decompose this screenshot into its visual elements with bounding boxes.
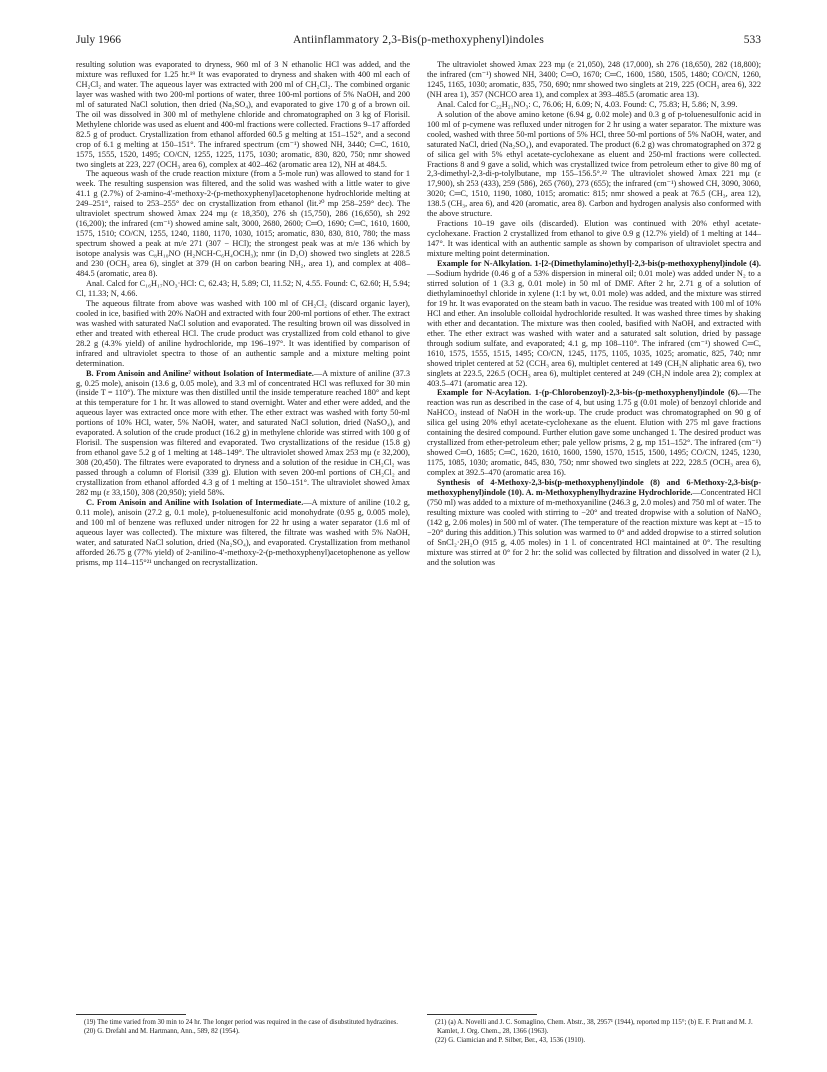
section-paragraph (76, 498, 410, 568)
paragraph: The ultraviolet showed λmax 223 mμ (ε 21,050), 248 (17,000), sh 276 (18,650), 282 (18,800); the infrared (cm⁻¹) showed NH, 3400; C═O, 1670; C═C, 1600, 1580, 1505, 1480; CO/CN, 1260, 1245, 1165, 1030; aromatic, 835, 750, 690; nmr showed two singlets at 219, 225 (OCH₃ area 6), 322 (NH area 1), 357 (NCHCO area 1), and complex at 393–485.5 (aromatic area 13). (427, 60, 761, 99)
paragraph: Fractions 10–19 gave oils (discarded). Elution was continued with 20% ethyl acetate-cyclohexane. Fraction 2 crystallized from ethanol to give 0.9 g (12.7% yield) of 1 melting at 144–147°. It was identical with an authentic sample as shown by comparison of ultraviolet spectra and mixture melting point determination. (427, 219, 761, 259)
paragraph: Anal. Calcd for C₂₂H₂₁NO₃: C, 76.06; H, 6.09; N, 4.03. Found: C, 75.83; H, 5.86; N, 3.99. (437, 99, 738, 109)
footnote-rule (76, 1014, 186, 1015)
paragraph: A solution of the above amino ketone (6.94 g, 0.02 mole) and 0.3 g of p-toluenesulfonic acid in 100 ml of p-cymene was refluxed under nitrogen for 2 hr using a water separator. The mixture was cooled, washed with three 50-ml portions of 5% HCl, three 50-ml portions of 5% NaOH, water, and saturated NaCl, dried (Na₂SO₄), and evaporated. The product (6.2 g) was chromatographed on 372 g of silica gel with 5% ethyl acetate-cyclohexane as eluent and 250-ml fractions were collected. Fractions 8 and 9 gave a solid, which was crystallized twice from petroleum ether to give 80 mg of 2,3-dimethyl-2,3-di-p-tolylbutane, mp 155–156.5°.²² The ultraviolet showed λmax 221 mμ (ε 17,900), sh 253 (433), 259 (586), 265 (760), 273 (655); the infrared (cm⁻¹) showed CH, 3090, 3060, 3020; C═C, 1510, 1190, 1080, 1015; aromatic: 815; nmr showed a peak at 76.5 (CH₃, area 12), 138.5 (CH₃, area 6), and 420 (aromatic, area 8). Carbon and hydrogen analysis also conformed with the above structure. (427, 109, 761, 219)
section-body: —Sodium hydride (0.46 g of a 53% dispersion in mineral oil; 0.01 mole) was added under N₂ to a stirred solution of 1 (3.3 g, 0.01 mole) in 50 ml of DMF. After 2 hr, 2.71 g of a solution of diethylaminoethyl chloride in xylene (1:1 by wt, 0.01 mole) was added, and the mixture was stirred for 19 hr. It was evaporated on the steam bath in vacuo. The residue was treated with 100 ml of 10% HCl and ether. An insoluble colloidal hydrochloride resulted. It was washed three times by shaking with ether and decantation. The mixture was then cooled, basified with NaOH, and extracted with ether. The ether extract was washed with water and a saturated salt solution, dried by passage through sodium sulfate, and evaporated; 4.1 g, mp 108–110°. The infrared (cm⁻¹) showed C═C, 1610, 1575, 1555, 1515, 1495; CO/CN, 1245, 1175, 1105, 1035, 1025; aromatic, 825, 740; nmr showed triplet centered at 52 (CCH₃ area 6), multiplet centered at 149 (CH₂N aliphatic area 6), two singlets at 223.5, 226.5 (OCH₃ area 6), multiplet centered at 249 (CH₂N indole area 2); complex at 403.5–471 (aromatic area 12). (427, 269, 761, 388)
section-body: —A mixture of aniline (37.3 g, 0.25 mole), anisoin (13.6 g, 0.05 mole), and 3.3 ml of concentrated HCl was refluxed for 30 min (inside T = 110°). The mixture was then distilled until the inside temperature reached 180° and kept at this temperature for 1 hr. It was allowed to stand overnight. Water and ether were added, and the aqueous layer was extracted once more with ether. The ether extract was washed with forty 50-ml portions of 10% HCl, water, 5% NaOH, water, and saturated NaCl solution, dried (NaSO₄), and evaporated. A solution of the crude product (16.2 g) in methylene chloride was stirred with 100 g of Florisil. The suspension was filtered and evaporated. Two crystallizations of the residue (15.8 g) from ethanol gave 5.2 g of 1 melting at 148–149°. The ultraviolet showed λmax 253 mμ (ε 32,200), 308 (20,450). The filtrates were evaporated to dryness and a solution of the residue in CH₂Cl₂ was passed through a column of Florisil (339 g). Elution with seven 200-ml portions of CH₂Cl₂ and crystallization from ethanol afforded 4.3 g of 1 melting at 150–151°. The ultraviolet showed λmax 282 mμ (ε 33,150), 308 (20,950); yield 58%. (76, 368, 410, 497)
footnotes-right (427, 1019, 761, 1046)
running-title: Antiinflammatory 2,3-Bis(p-methoxyphenyl)indoles (292, 34, 545, 46)
section-paragraph (427, 259, 761, 388)
footnote-rule (427, 1014, 537, 1015)
journal-date: July 1966 (76, 34, 122, 46)
section-paragraph (76, 369, 410, 498)
footnote: (20) G. Drefahl and M. Hartmann, Ann., 589, 82 (1954). (84, 1027, 240, 1035)
page-number: 533 (743, 34, 761, 46)
paragraph: resulting solution was evaporated to dryness, 960 ml of 3 N ethanolic HCl was added, and the mixture was refluxed for 1.25 hr.¹⁹ It was evaporated to dryness and shaken with 400 ml each of CH₂Cl₂ and water. The aqueous layer was extracted with 200 ml of CH₂Cl₂. The combined organic layer was washed with two 200-ml portions of water, three 100-ml portions of 5% NaOH, and 200 ml of saturated NaCl solution, then dried (Na₂SO₄), and evaporated to give 170 g of a brown oil. The oil was dissolved in 300 ml of methylene chloride and chromatographed on 3 kg of Florisil. Methylene chloride was used as eluent and 400-ml fractions were collected. Fractions 9–17 afforded 82.5 g of product. Crystallization from ethanol afforded 60.5 g melting at 151–152°, and a second crop of 6.1 g melting at 150–151°. The infrared spectrum (cm⁻¹) showed NH, 3440; C═C, 1610, 1575, 1555, 1520, 1495; CO/CN, 1255, 1225, 1175, 1030; aromatic, 830, 820, 750; nmr showed two singlets at 223, 227 (OCH₃ area 6), complex at 402–462 (aromatic area 12), NH at 484.5. (76, 60, 410, 169)
section-body: —The reaction was run as described in the case of 4, but using 1.75 g (0.01 mole) of benzoyl chloride and NaHCO₃ instead of NaOH in the work-up. The crude product was chromatographed on 90 g of silica gel using 20% ethyl acetate-cyclohexane as the eluent. Elution with 275 ml gave fractions containing the desired compound. Further elution gave some unchanged 1. The desired product was crystallized from ether-petroleum ether; pale yellow prisms, 2 g, mp 151–152°. The infrared (cm⁻¹) showed C═O, 1685; C═C, 1620, 1610, 1600, 1590, 1570, 1515, 1500, 1495; CO/CN, 1245, 1230, 1175, 1085, 1030; aromatic, 845, 830, 750; nmr showed two singlets at 222, 228.5 (OCH₃ area 6), complex at 392.5–470 (aromatic area 16). (427, 388, 761, 478)
section-heading: B. From Anisoin and Aniline⁷ without Isolation of Intermediate. (86, 368, 314, 378)
paragraph: The aqueous wash of the crude reaction mixture (from a 5-mole run) was allowed to stand for 1 week. The resulting suspension was filtered, and the solid was washed with a little water to give 41.1 g (2.7%) of 2-amino-4′-methoxy-2-(p-methoxyphenyl)acetophenone hydrochloride melting at 249–251°, raised to 253–255° dec on crystallization from ethanol (lit.²⁰ mp 258–259° dec). The ultraviolet spectrum showed λmax 224 mμ (ε 18,350), 276 sh (15,750), 286 (16,650), sh 292 (16,200); the infrared (cm⁻¹) showed amine salt, 3000, 2680, 2600; C═O, 1690; C═C, 1610, 1600, 1575, 1510; CO/CN, 1255, 1240, 1180, 1170, 1030, 1015; aromatic, 830, 830, 810, 780; the mass spectrum showed a peak at m/e 271 (307 − HCl); the strongest peak was at m/e 136 which by isotope analysis was C₈H₁₀NO (H₂NCH-C₆H₄OCH₃); nmr (in D₂O) showed two singlets at 228.5 and 230 (OCH₃ area 6), singlet at 379 (H on carbon bearing NH₂, area 1), and complex at 408–484.5 (aromatic, area 8). (76, 169, 410, 279)
footnote: (19) The time varied from 30 min to 24 hr. The longer period was required in the case of disubstituted hydrazines. (84, 1019, 398, 1026)
section-heading: Example for N-Acylation. 1-(p-Chlorobenzoyl)-2,3-bis-(p-methoxyphenyl)indole (6). (437, 388, 740, 398)
section-heading: Synthesis of 4-Methoxy-2,3-bis(p-methoxyphenyl)indole (8) and 6-Methoxy-2,3-bis(p-methoxyphenyl)indole (10). A. m-Methoxyphenylhydrazine Hydrochloride. (427, 478, 761, 497)
section-heading: Example for N-Alkylation. 1-[2-(Dimethylamino)ethyl]-2,3-bis(p-methoxyphenyl)indole (4). (437, 259, 761, 269)
footnote: (21) (a) A. Novelli and J. C. Somaglino, Chem. Abstr., 38, 2957¹ (1944), reported mp 115°; (b) E. F. Pratt and M. J. Kamlet, J. Org. Chem., 28, 1366 (1963). (435, 1019, 753, 1035)
section-paragraph (427, 388, 761, 478)
section-heading: C. From Anisoin and Aniline with Isolation of Intermediate. (86, 497, 304, 507)
footnotes-left (76, 1019, 410, 1037)
section-body: —Concentrated HCl (750 ml) was added to a mixture of m-methoxyaniline (246.3 g, 2.0 moles) and 750 ml of water. The resulting mixture was cooled with stirring to −20° and treated dropwise with a solution of NaNO₂ (142 g, 2.06 moles) in 500 ml of water. (The temperature of the reaction mixture was kept at −15 to −20° during this addition.) This solution was warmed to 0° and added dropwise to a stirred solution of SnCl₂·2H₂O (915 g, 4.05 moles) in 1 l. of concentrated HCl maintained at 0°. The resulting mixture was stirred at 0° for 2 hr: the solid was collected by filtration and dissolved in water (2 l.), and the solution was (427, 487, 762, 567)
section-paragraph (427, 478, 761, 568)
page-header (76, 34, 761, 50)
footnote: (22) G. Ciamician and P. Silber, Ber., 43, 1536 (1910). (435, 1036, 586, 1044)
left-column (76, 60, 410, 568)
right-column (427, 60, 761, 568)
section-body: —A mixture of aniline (10.2 g, 0.11 mole), anisoin (27.2 g, 0.1 mole), p-toluenesulfonic acid monohydrate (0.95 g, 0.005 mole), and 100 ml of benzene was refluxed under nitrogen for 22 hr using a water separator (1.6 ml of aqueous layer was collected). The mixture was filtered, the filtrate was washed with 5% NaOH, water, and saturated NaCl solution, dried (Na₂SO₄), and evaporated. Crystallization from methanol afforded 26.75 g (77% yield) of 2-anilino-4′-methoxy-2-(p-methoxyphenyl)acetophenone as yellow prisms, mp 114–115°²¹ unchanged on recrystallization. (76, 497, 410, 567)
paragraph: The aqueous filtrate from above was washed with 100 ml of CH₂Cl₂ (discard organic layer), cooled in ice, basified with 20% NaOH and extracted with four 200-ml portions of ether. The extract was washed with saturated NaCl solution and evaporated. The resulting brown oil was dissolved in ether and treated with ethereal HCl. The crude product was crystallized from cold ethanol to give 28.2 g (4.3% yield) of aniline hydrochloride, mp 196–197°. It was identified by comparison of infrared and ultraviolet spectra to those of an authentic sample and a mixture melting point determination. (76, 298, 410, 368)
paragraph: Anal. Calcd for C₁₆H₁₇NO₃·HCl: C, 62.43; H, 5.89; Cl, 11.52; N, 4.55. Found: C, 62.60; H, 5.94; Cl, 11.33; N, 4.66. (76, 278, 410, 298)
